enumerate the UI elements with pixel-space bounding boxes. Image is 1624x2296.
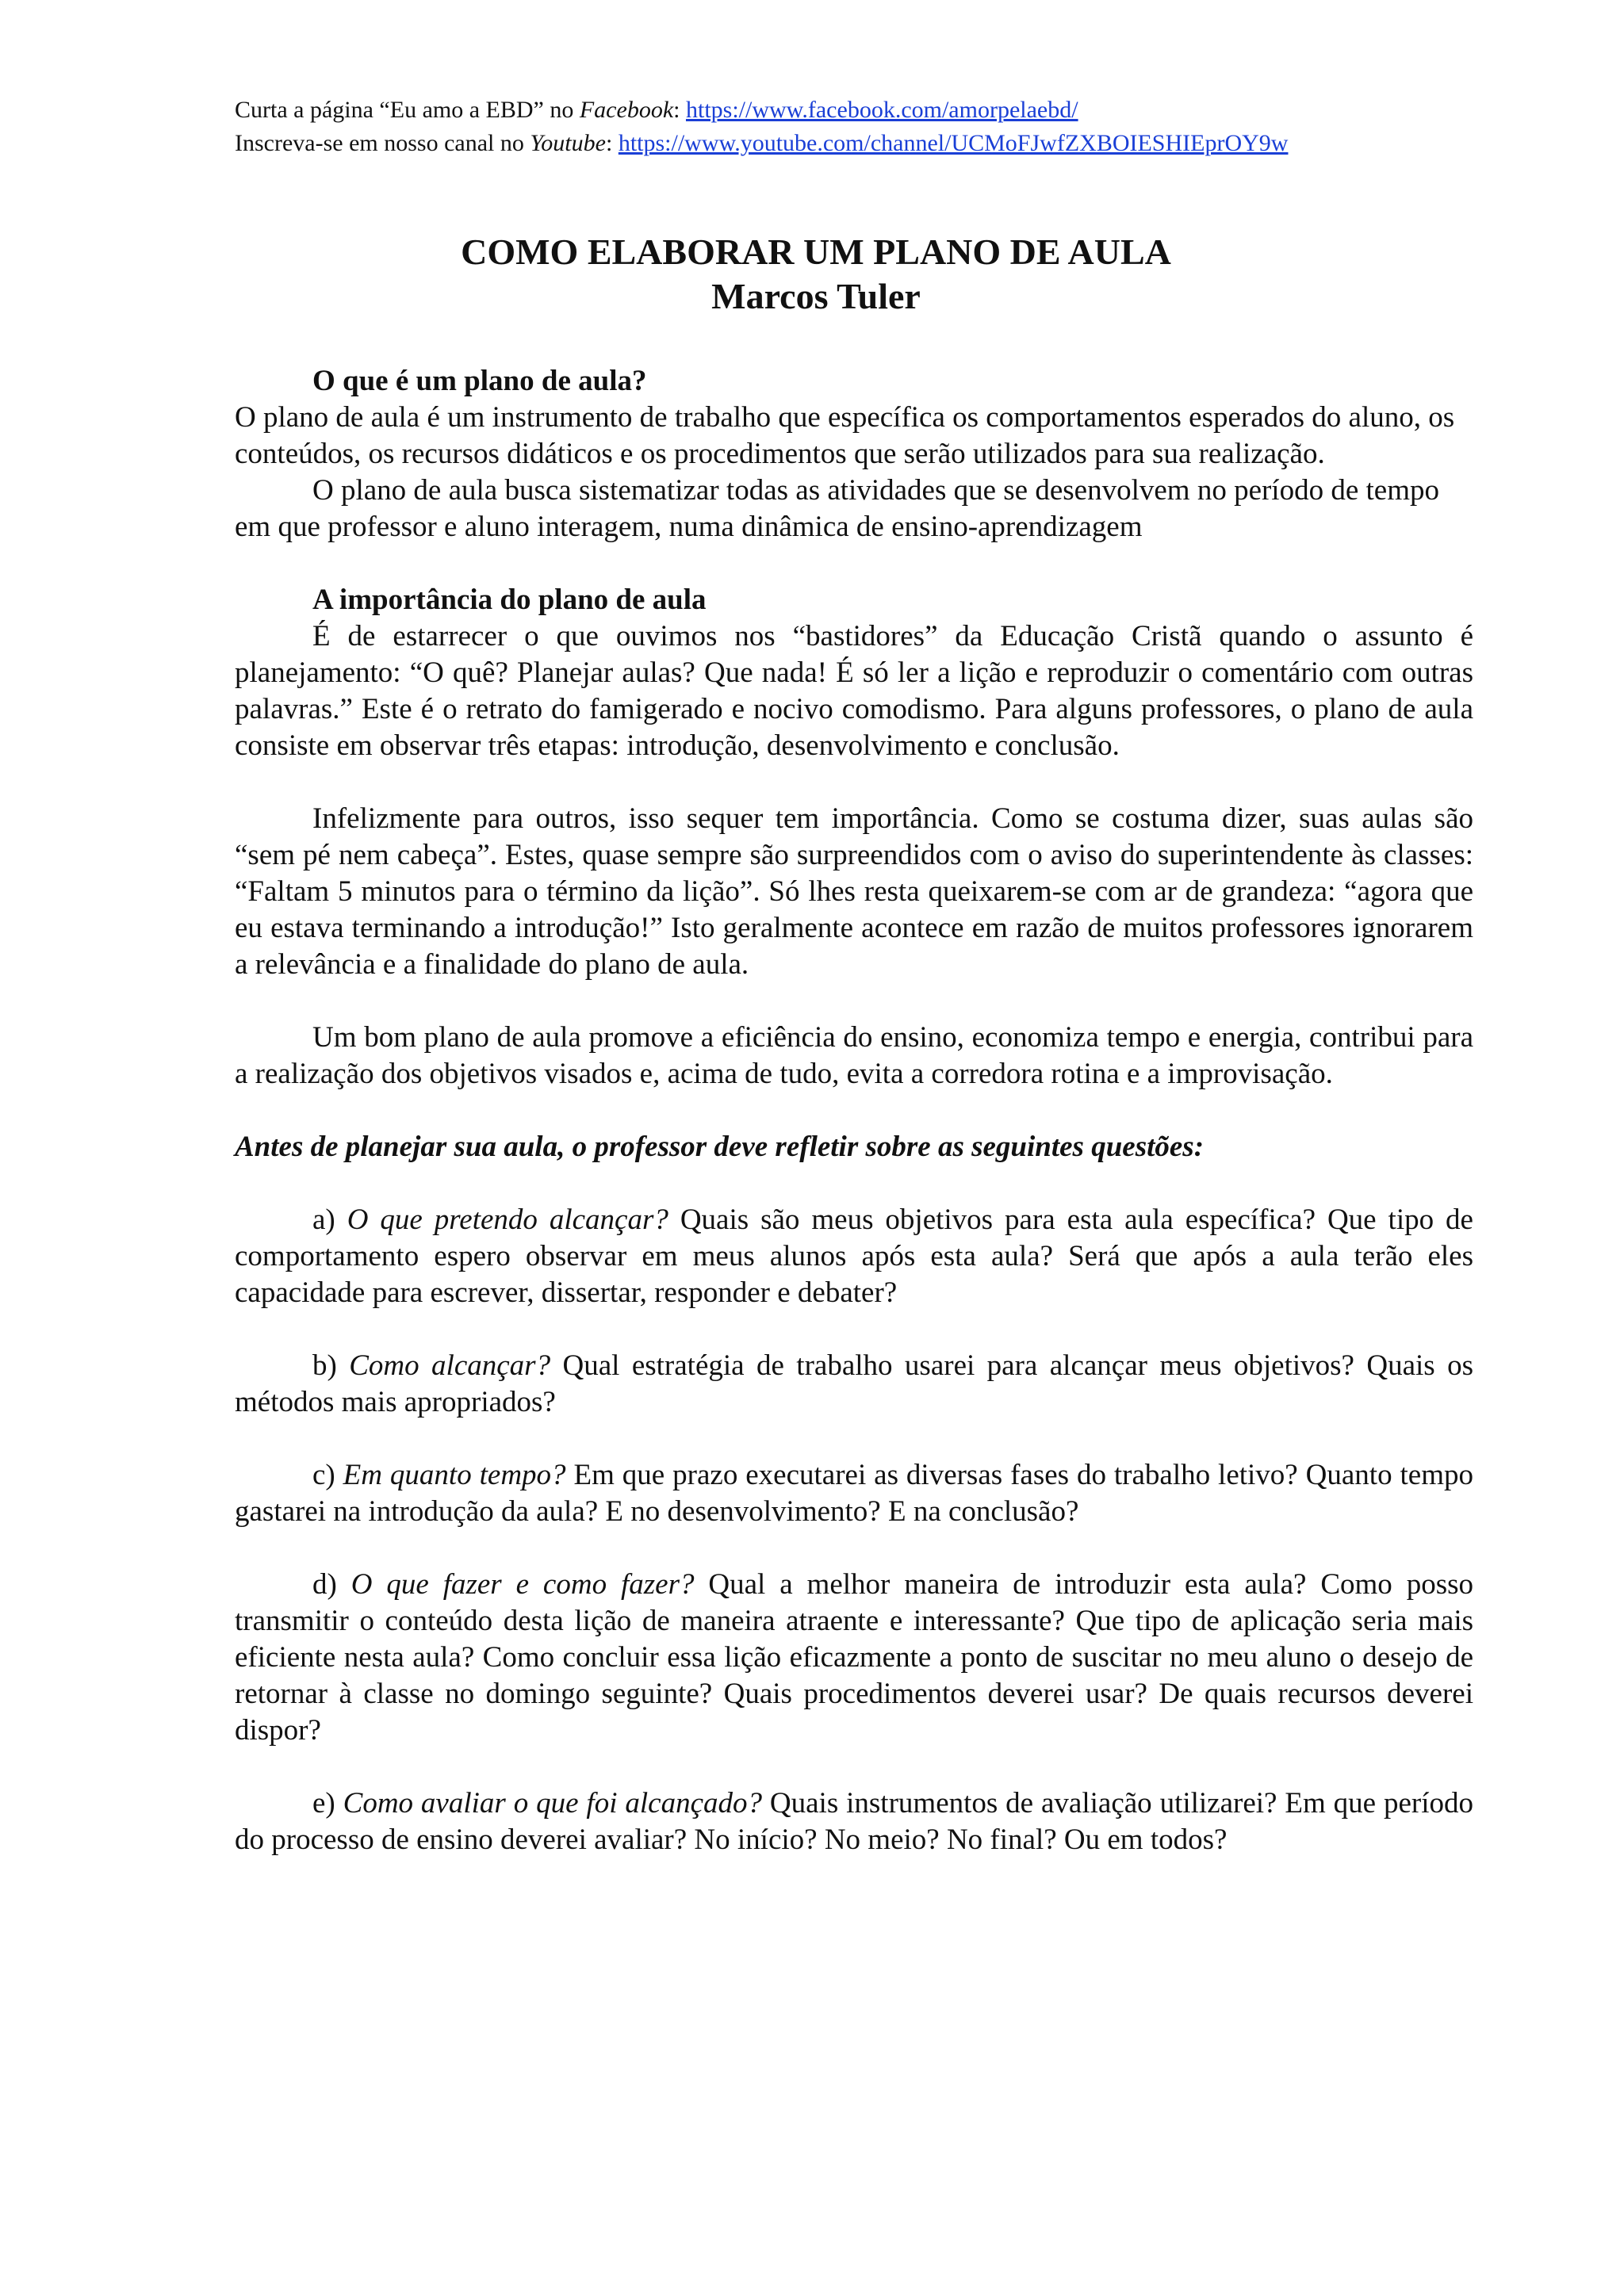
question-text: Quais são meus objetivos para esta aula específica? Que tipo de comportamento espero observar em meus alunos após esta aula? Será que após a aula terão eles capacidade para escrever, dissertar, responder e debater? — [235, 1203, 1473, 1309]
facebook-link[interactable]: https://www.facebook.com/amorpelaebd/ — [685, 97, 1078, 123]
question-label: Como alcançar? — [349, 1349, 551, 1382]
question-text: Qual a melhor maneira de introduzir esta aula? Como posso transmitir o conteúdo desta lição de maneira atraente e interessante? Que tipo de aplicação seria mais eficiente nesta aula? Como concluir essa lição eficazmente a ponto de suscitar no meu aluno o desejo de retornar à classe no domingo seguinte? Quais procedimentos deverei usar? De quais recursos deverei dispor? — [235, 1568, 1473, 1747]
header-facebook-word: Facebook — [579, 97, 674, 123]
question-item — [235, 1567, 1473, 1749]
title-block — [235, 230, 1397, 319]
question-text: Em que prazo executarei as diversas fases do trabalho letivo? Quanto tempo gastarei na introdução da aula? E no desenvolvimento? E na conclusão? — [235, 1459, 1473, 1528]
header-line-youtube — [235, 127, 1583, 160]
document-body — [235, 363, 1473, 1858]
question-letter: e) — [312, 1787, 343, 1820]
page-header — [235, 94, 1583, 160]
question-label: Como avaliar o que foi alcançado? — [343, 1787, 763, 1820]
question-item — [235, 1348, 1473, 1421]
header-youtube-word: Youtube — [530, 130, 606, 156]
question-text: Qual estratégia de trabalho usarei para alcançar meus objetivos? Quais os métodos mais apropriados? — [235, 1349, 1473, 1418]
header-facebook-colon: : — [673, 97, 686, 123]
paragraph-systematize: O plano de aula busca sistematizar todas as atividades que se desenvolvem no período de tempo em que professor e aluno interagem, numa dinâmica de ensino-aprendizagem — [235, 474, 1439, 543]
question-letter: d) — [312, 1568, 351, 1601]
paragraph-definition: O plano de aula é um instrumento de trabalho que específica os comportamentos esperados do aluno, os conteúdos, os recursos didáticos e os procedimentos que serão utilizados para sua realização. — [235, 401, 1455, 470]
header-facebook-prefix: Curta a página “Eu amo a EBD” no — [235, 97, 580, 123]
question-letter: b) — [312, 1349, 350, 1382]
question-item — [235, 1202, 1473, 1311]
header-youtube-colon: : — [605, 130, 619, 156]
question-text: Quais instrumentos de avaliação utilizarei? Em que período do processo de ensino deverei avaliar? No início? No meio? No final? Ou em todos? — [235, 1787, 1473, 1856]
question-item — [235, 1457, 1473, 1530]
paragraph-good-plan: Um bom plano de aula promove a eficiência do ensino, economiza tempo e energia, contribui para a realização dos objetivos visados e, acima de tudo, evita a corredora rotina e a improvisação. — [235, 1021, 1473, 1090]
section-heading-before-planning: Antes de planejar sua aula, o professor deve refletir sobre as seguintes questões: — [235, 1131, 1205, 1163]
youtube-link[interactable]: https://www.youtube.com/channel/UCMoFJwfZXBOIESHIEprOY9w — [618, 130, 1289, 156]
header-youtube-prefix: Inscreva-se em nosso canal no — [235, 130, 530, 156]
document-author: Marcos Tuler — [711, 276, 921, 316]
question-letter: a) — [312, 1203, 347, 1236]
section-heading-importance: A importância do plano de aula — [312, 584, 707, 616]
header-line-facebook — [235, 94, 1583, 127]
paragraph-astonish: É de estarrecer o que ouvimos nos “bastidores” da Educação Cristã quando o assunto é planejamento: “O quê? Planejar aulas? Que nada! É só ler a lição e reproduzir o comentário com outras palavras.” Este é o retrato do famigerado e nocivo comodismo. Para alguns professores, o plano de aula consiste em observar três etapas: introdução, desenvolvimento e conclusão. — [235, 620, 1473, 762]
question-item — [235, 1785, 1473, 1858]
question-label: O que fazer e como fazer? — [350, 1568, 695, 1601]
section-heading-what-is: O que é um plano de aula? — [312, 365, 647, 397]
paragraph-unfortunately: Infelizmente para outros, isso sequer tem importância. Como se costuma dizer, suas aulas são “sem pé nem cabeça”. Estes, quase sempre são surpreendidos com o aviso do superintendente às classes: “Faltam 5 minutos para o término da lição”. Só lhes resta queixarem-se com ar de grandeza: “agora que eu estava terminando a introdução!” Isto geralmente acontece em razão de muitos professores ignorarem a relevância e a finalidade do plano de aula. — [235, 802, 1473, 981]
question-letter: c) — [312, 1459, 343, 1491]
question-label: O que pretendo alcançar? — [347, 1203, 668, 1236]
question-label: Em quanto tempo? — [343, 1459, 566, 1491]
document-title: COMO ELABORAR UM PLANO DE AULA — [461, 232, 1171, 272]
